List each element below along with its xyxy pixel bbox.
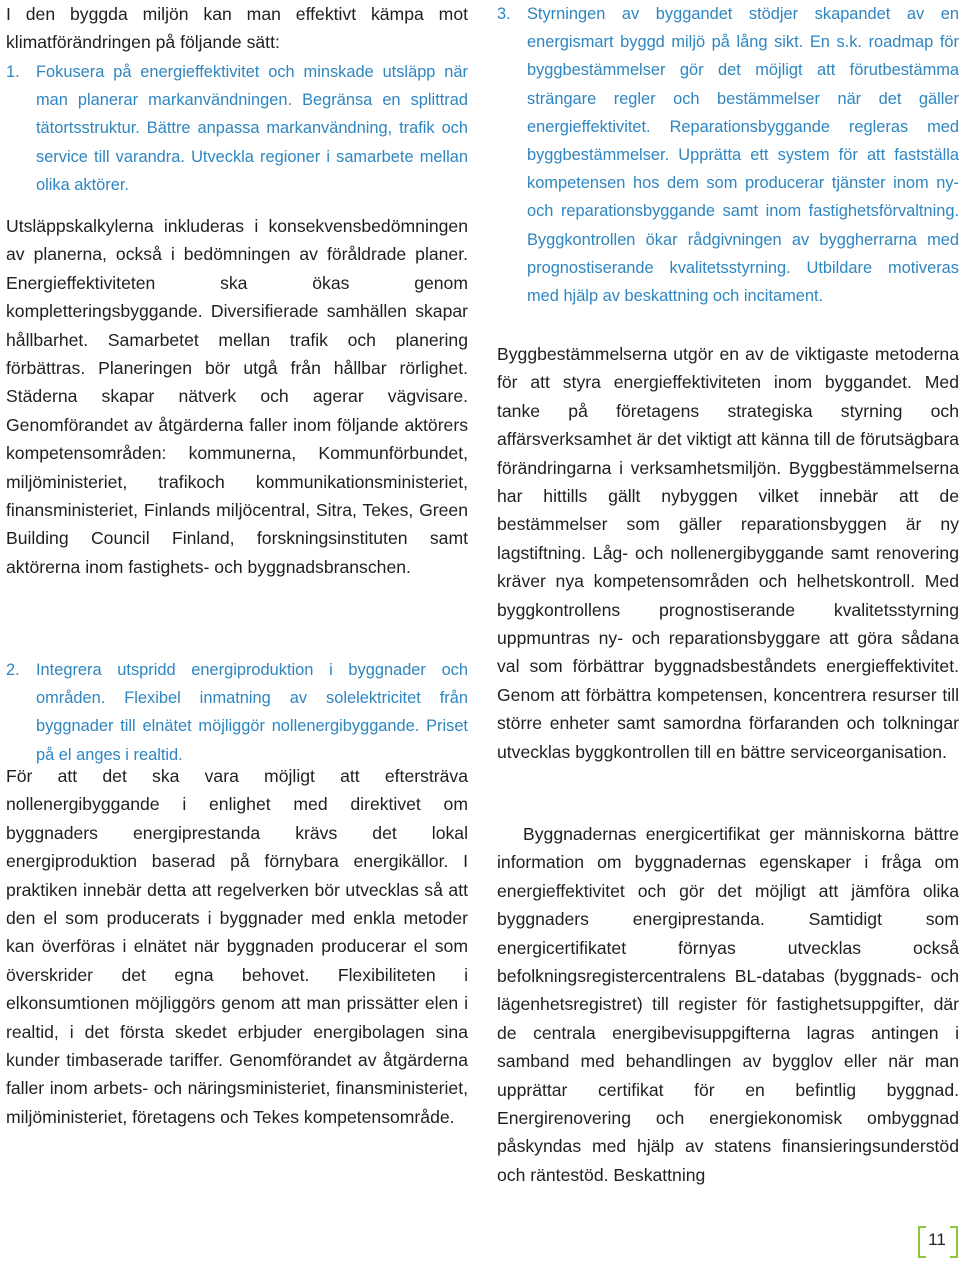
list-item-number: 1. (6, 63, 20, 81)
list-item-number: 3. (497, 5, 511, 23)
page-number-bracket-right (950, 1226, 958, 1258)
body-paragraph: Utsläppskalkylerna inkluderas i konsekvensbedömningen av planerna, också i bedömningen av föråldrade planer. Energieffektiviteten ska ökas genom kompletteringsbyggande. Diversifierade samhällen skapar hållbarhet. Samarbetet mellan trafik och planering förbättras. Planeringen bör utgå från hållbar rörlighet. Städerna skapar nätverk och agerar vägvisare. Genomförandet av åtgärderna faller inom följande aktörers kompetensområden: kommunerna, Kommunförbundet, miljöministeriet, trafikoch kommunikationsministeriet, finansministeriet, Finlands miljöcentral, Sitra, Tekes, Green Building Council Finland, forskningsinstituten samt aktörerna inom fastighets- och byggnadsbranschen. (6, 216, 468, 577)
intro-text: I den byggda miljön kan man effektivt kämpa mot klimatförändringen på följande sätt: (6, 4, 468, 53)
list-item-text: Styrningen av byggandet stödjer skapandet av en energismart byggd miljö på lång sikt. En s.k. roadmap för byggbestämmelser gör det möjligt att förutbestämma strängare regler och bestämmelser när det gäller energieffektivitet. Reparationsbyggande regleras med byggbestämmelser. Upprätta ett system för att fastställa kompetensen hos dem som producerar tjänster inom ny- och reparationsbyggande samt inom fastighetsförvaltning. Byggkontrollen ökar rådgivningen av byggherrarna med prognostiserande kvalitetsstyrning. Utbildare motiveras med hjälp av beskattning och incitament. (527, 5, 959, 306)
list-item-text: Fokusera på energieffektivitet och minskade utsläpp när man planerar markanvändningen. Begränsa en splittrad tätortsstruktur. Bättre anpassa markanvändning, trafik och service till varandra. Utveckla regioner i samarbete mellan olika aktörer. (36, 63, 468, 194)
list-item-1 (6, 58, 468, 199)
list-item-text: Integrera utspridd energiproduktion i byggnader och områden. Flexibel inmatning av solelektricitet från byggnader till elnätet möjliggör nollenergibyggande. Priset på el anges i realtid. (36, 661, 468, 764)
list-item-2 (6, 656, 468, 769)
list-item-3 (497, 0, 959, 310)
body-paragraph: För att det ska vara möjligt att eftersträva nollenergibyggande i enlighet med direktivet om byggnaders energiprestanda krävs det lokal energiproduktion baserad på förnybara energikällor. I praktiken innebär detta att regelverken bör utvecklas så att den el som producerats i byggnader med enkla metoder kan överföras i elnätet när byggnaden producerar el som överskrider det egna behovet. Flexibiliteten i elkonsumtionen möjliggörs genom att man prissätter elen i realtid, i det första skedet erbjuder energibolagen sina kunder timbaserade tariffer. Genomförandet av åtgärderna faller inom arbets- och näringsministeriet, finansministeriet, miljöministeriet, företagens och Tekes kompetensområde. (6, 766, 468, 1127)
body-paragraph: Byggnadernas energicertifikat ger människorna bättre information om byggnadernas egenskaper i fråga om energieffektivitet och gör det möjligt att jämföra olika byggnaders energiprestanda. Samtidigt som energicertifikatet förnyas utvecklas också befolkningsregistercentralens BL-databas (byggnads- och lägenhetsregistret) till register för fastighetsuppgifter, där de centrala energibevisuppgifterna lagras antingen i samband med behandlingen av bygglov eller när man upprättar certifikat för en befintlig byggnad. Energirenovering och energiekonomisk ombyggnad påskyndas med hjälp av statens finansieringsunderstöd och räntestöd. Beskattning (497, 824, 959, 1185)
body-paragraph: Byggbestämmelserna utgör en av de viktigaste metoderna för att styra energieffektiviteten inom byggandet. Med tanke på företagens strategiska styrning och affärsverksamhet är det viktigt att känna till de förutsägbara förändringarna i verksamhetsmiljön. Byggbestämmelserna har hittills gällt nybyggen vilket innebär att de bestämmelser som gäller reparationsbyggen är ny lagstiftning. Låg- och nollenergibyggande samt renovering kräver nya kompetensområden och helhetskontroll. Med byggkontrollens prognostiserande kvalitetsstyrning uppmuntras ny- och reparationsbyggare att göra sådana val som förbättrar byggnadsbeståndets energieffektivitet. Genom att förbättra kompetensen, koncentrera resurser till större enheter samt samordna förfaranden och tolkningar utvecklas byggkontrollen till en bättre serviceorganisation. (497, 344, 959, 762)
page-number: 11 (928, 1230, 946, 1249)
list-item-number: 2. (6, 661, 20, 679)
